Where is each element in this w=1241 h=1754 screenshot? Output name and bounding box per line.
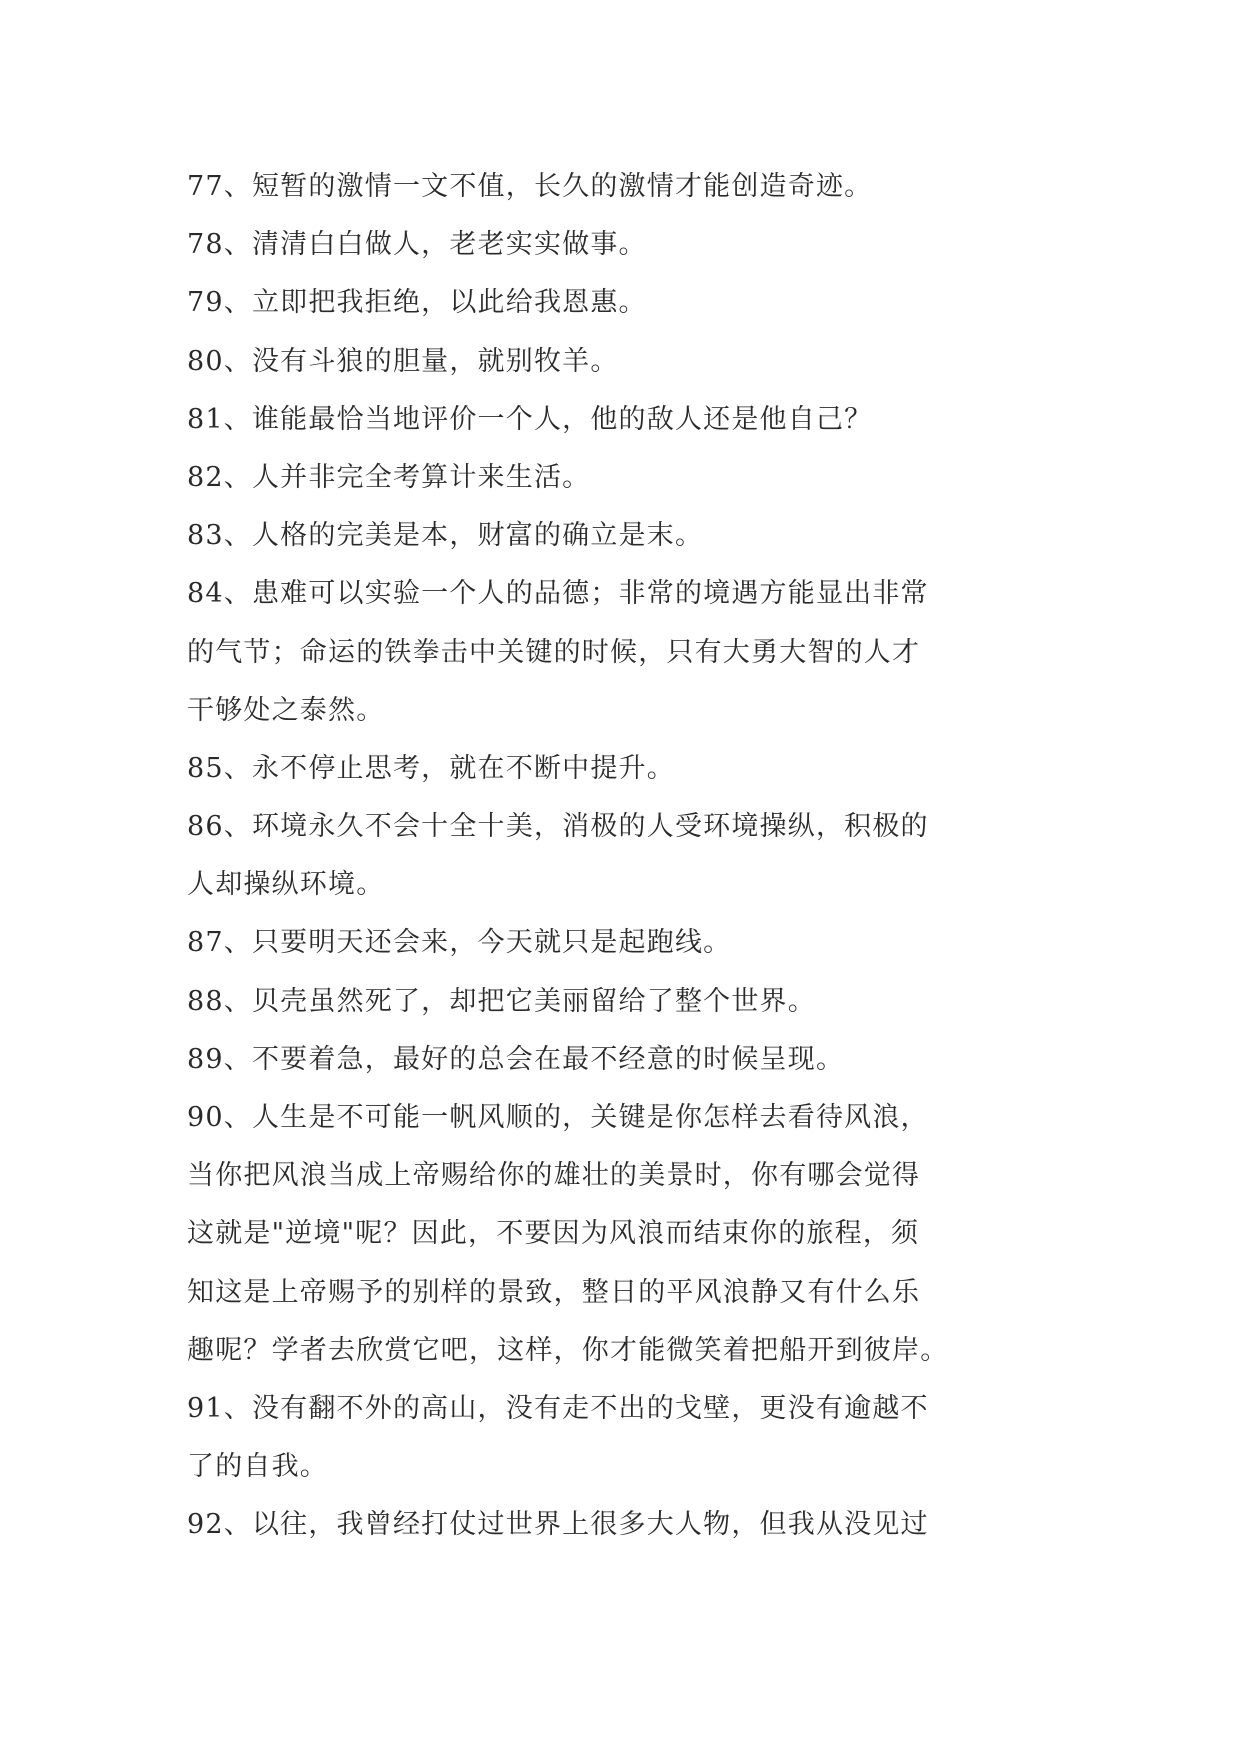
- text-line: 79、立即把我拒绝，以此给我恩惠。: [187, 287, 647, 319]
- text-line: 80、没有斗狼的胆量，就别牧羊。: [187, 345, 619, 377]
- text-line: 81、谁能最恰当地评价一个人，他的敌人还是他自己？: [187, 403, 873, 435]
- text-line: 78、清清白白做人，老老实实做事。: [187, 229, 647, 261]
- text-line: 知这是上帝赐予的别样的景致，整日的平风浪静又有什么乐: [187, 1276, 921, 1308]
- text-line: 82、人并非完全考算计来生活。: [187, 461, 591, 493]
- text-line: 当你把风浪当成上帝赐给你的雄壮的美景时，你有哪会觉得: [187, 1160, 921, 1192]
- text-line: 77、短暂的激情一文不值，长久的激情才能创造奇迹。: [187, 171, 873, 202]
- text-line: 人却操纵环境。: [187, 869, 385, 901]
- text-line: 84、患难可以实验一个人的品德；非常的境遇方能显出非常: [187, 578, 929, 610]
- text-line: 92、以往，我曾经打仗过世界上很多大人物，但我从没见过: [187, 1509, 929, 1541]
- text-line: 90、人生是不可能一帆风顺的，关键是你怎样去看待风浪，: [187, 1102, 929, 1133]
- text-line: 这就是"逆境"呢？因此，不要因为风浪而结束你的旅程，须: [187, 1218, 920, 1250]
- text-line: 的气节；命运的铁拳击中关键的时候，只有大勇大智的人才: [187, 636, 921, 668]
- text-line: 89、不要着急，最好的总会在最不经意的时候呈现。: [187, 1043, 845, 1075]
- text-line: 85、永不停止思考，就在不断中提升。: [187, 752, 675, 784]
- text-line: 83、人格的完美是本，财富的确立是末。: [187, 520, 704, 552]
- text-line: 87、只要明天还会来，今天就只是起跑线。: [187, 927, 732, 959]
- quote-list: [187, 158, 1067, 1555]
- text-line: 86、环境永久不会十全十美，消极的人受环境操纵，积极的: [187, 811, 929, 843]
- text-line: 91、没有翻不外的高山，没有走不出的戈壁，更没有逾越不: [187, 1392, 929, 1424]
- text-line: 了的自我。: [187, 1451, 328, 1483]
- text-line: 趣呢？学者去欣赏它吧，这样，你才能微笑着把船开到彼岸。: [187, 1334, 949, 1366]
- text-line: 88、贝壳虽然死了，却把它美丽留给了整个世界。: [187, 985, 816, 1017]
- text-line: 干够处之泰然。: [187, 694, 385, 726]
